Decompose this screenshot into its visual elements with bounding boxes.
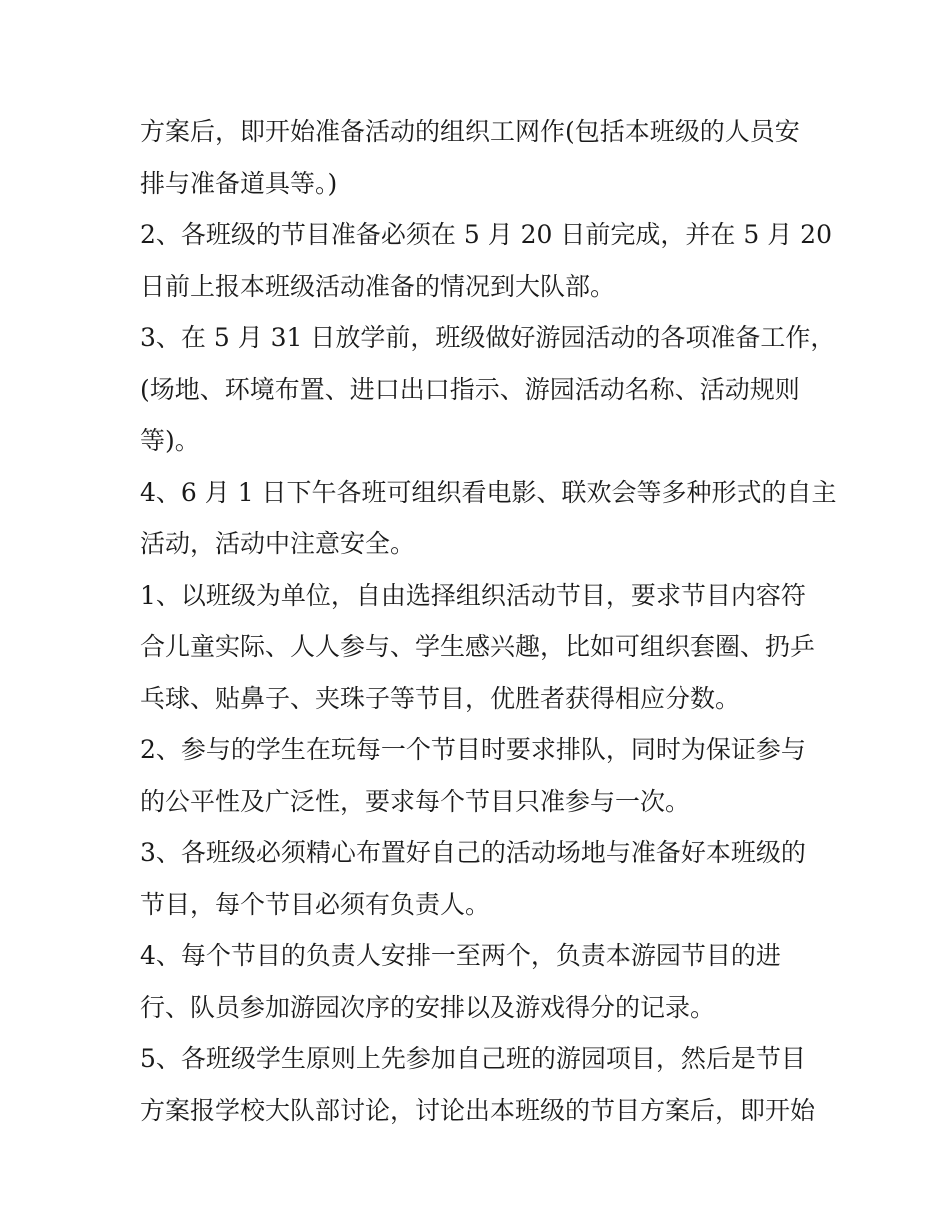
text-line: 日前上报本班级活动准备的情况到大队部。	[140, 271, 616, 301]
text-line: 活动，活动中注意安全。	[140, 529, 416, 558]
text-line: 节目，每个节目必须有负责人。	[140, 889, 491, 919]
text-line: 2、各班级的节目准备必须在 5 月 20 日前完成，并在 5 月 20	[140, 220, 832, 249]
document-body	[140, 106, 837, 1136]
text-line: 的公平性及广泛性，要求每个节目只准参与一次。	[140, 786, 691, 816]
text-line: 合儿童实际、人人参与、学生感兴趣，比如可组织套圈、扔乒	[140, 632, 816, 661]
text-line: (场地、环境布置、进口出口指示、游园活动名称、活动规则	[140, 374, 800, 404]
text-line: 方案报学校大队部讨论，讨论出本班级的节目方案后，即开始	[140, 1095, 816, 1125]
text-line: 3、各班级必须精心布置好自己的活动场地与准备好本班级的	[140, 838, 806, 867]
text-line: 4、6 月 1 日下午各班可组织看电影、联欢会等多种形式的自主	[140, 477, 837, 507]
text-line: 5、各班级学生原则上先参加自己班的游园项目，然后是节目	[140, 1044, 806, 1073]
text-line: 2、参与的学生在玩每一个节目时要求排队，同时为保证参与	[140, 735, 806, 764]
text-line: 排与准备道具等。)	[140, 168, 338, 198]
text-line: 3、在 5 月 31 日放学前，班级做好游园活动的各项准备工作，	[140, 323, 836, 352]
text-line: 行、队员参加游园次序的安排以及游戏得分的记录。	[140, 992, 716, 1022]
text-line: 1、以班级为单位，自由选择组织活动节目，要求节目内容符	[140, 580, 806, 610]
text-line: 4、每个节目的负责人安排一至两个，负责本游园节目的进	[140, 941, 781, 970]
text-line: 乓球、贴鼻子、夹珠子等节目，优胜者获得相应分数。	[140, 683, 741, 713]
text-line: 等)。	[140, 426, 200, 455]
text-line: 方案后，即开始准备活动的组织工网作(包括本班级的人员安	[140, 117, 800, 146]
